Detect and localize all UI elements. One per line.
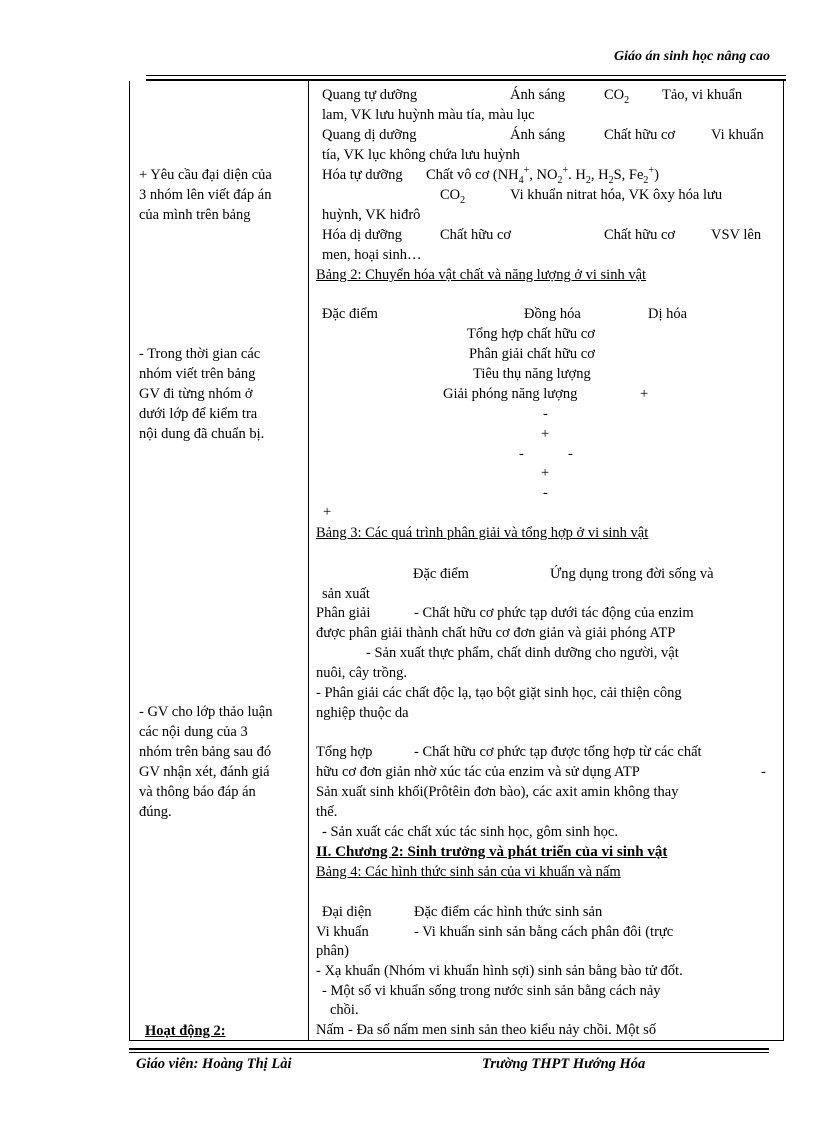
table-bottom-border [129,1040,784,1041]
t4-header-representative: Đại diện [322,904,372,920]
t1-r3-type: Hóa tự dưỡng [322,167,403,183]
t3-header-feature: Đặc điểm [413,566,469,582]
t3-row-2-text-5: - Sản xuất các chất xúc tác sinh học, gôm sinh học. [322,824,618,840]
footer-rule-bottom [129,1052,769,1053]
t3-row-1-label: Phân giải [316,605,371,621]
t1-r3-s3: 2 [585,174,591,186]
document-header-title: Giáo án sinh học nâng cao [614,49,770,64]
left-note-2-line-3: GV đi từng nhóm ở [139,386,253,402]
t2-mark-8: + [323,504,332,520]
t3-row-1-text-4: nuôi, cây trồng. [316,665,408,681]
t2-mark-5: - [568,446,573,462]
left-note-3-line-5: và thông báo đáp án [139,784,256,800]
t1-r3-e3: . H [568,167,586,183]
t1-r3-p5: + [648,165,655,177]
t1-r1-carbon-text: CO [604,87,625,103]
t1-r3-p2: + [562,165,569,177]
t1-r1-type: Quang tự dưỡng [322,87,418,103]
t1-r3-s5: 2 [643,174,649,186]
header-rule-bottom [146,79,786,81]
left-note-2-line-1: - Trong thời gian các [139,346,261,362]
t3-row-2-label: Tổng hợp [316,744,373,760]
footer-school: Trường THPT Hướng Hóa [482,1056,646,1072]
t3-row-1-text-2: được phân giải thành chất hữu cơ đơn giản và giải phóng ATP [316,625,676,641]
t1-r1-energy: Ánh sáng [510,87,566,103]
t1-r1-example-cont: lam, VK lưu huỳnh màu tía, màu lục [322,107,535,123]
t1-r3-s2: 2 [557,174,563,186]
t1-r2-energy: Ánh sáng [510,127,566,143]
t1-r3-example-cont: huỳnh, VK hiđrô [322,207,421,223]
t2-row-1: Tổng hợp chất hữu cơ [467,326,595,342]
t1-r2-type: Quang dị dưỡng [322,127,417,143]
t4-header-characteristics: Đặc điểm các hình thức sinh sản [414,904,603,920]
t4-row-1-label: Vi khuẩn [316,924,369,940]
t1-r4-energy: Chất hữu cơ [440,227,512,243]
left-note-2-line-4: dưới lớp để kiểm tra [139,406,258,422]
t1-r3-e5: S, Fe [613,167,644,183]
t1-r1-carbon [604,85,629,105]
t4-row-2-label: Nấm [316,1022,345,1038]
t4-row-1-text-2: phân) [316,943,350,959]
table-left-border [129,81,130,1041]
t1-r3-e4: , H [590,167,609,183]
table-2-title: Bảng 2: Chuyển hóa vật chất và năng lượng ở vi sinh vật [316,267,647,283]
t3-row-2-text-1: - Chất hữu cơ phức tạp được tổng hợp từ các chất [414,744,702,760]
t3-header-application-cont: sản xuất [322,586,370,602]
left-note-2-line-2: nhóm viết trên bảng [139,366,256,382]
left-note-1-line-1: + Yêu cầu đại diện của [139,167,272,183]
t1-r4-example-cont: men, hoại sinh… [322,247,422,263]
t4-row-1-text-4: - Một số vi khuẩn sống trong nước sinh sản bằng cách nảy [322,983,661,999]
t1-r3-s4: 2 [608,174,614,186]
t1-r3-carbon [440,185,465,205]
t1-r3-p1: + [523,165,530,177]
t4-row-1-text-3: - Xạ khuẩn (Nhóm vi khuẩn hình sợi) sinh sản bằng bào tử đốt. [316,963,683,979]
footer-rule-top [129,1048,769,1050]
t1-r3-carbon-text: CO [440,187,461,203]
t3-row-2-dash: - [761,764,766,780]
left-note-3-line-2: các nội dung của 3 [139,724,248,740]
left-note-1-line-3: của mình trên bảng [139,207,251,223]
table-column-divider [308,81,309,1041]
t2-header-catabolism: Dị hóa [648,306,688,322]
t3-row-2-text-4: thế. [316,804,338,820]
t2-mark-7: - [543,485,548,501]
t1-r3-e1: Chất vô cơ (NH [426,167,519,183]
t2-mark-1: + [640,386,649,402]
activity-heading: Hoạt động 2: [145,1023,226,1039]
t3-row-1-text-5: - Phân giải các chất độc lạ, tạo bột giặt sinh học, cải thiện công [316,685,682,701]
header-rule-top [146,75,786,76]
t2-row-3: Tiêu thụ năng lượng [473,366,591,382]
t4-row-1-text-5: chồi. [330,1002,359,1018]
t2-mark-3: + [541,426,550,442]
t1-r3-example: Vi khuẩn nitrat hóa, VK ôxy hóa lưu [510,187,723,203]
t4-row-2-text-1: - Đa số nấm men sinh sản theo kiểu nảy chồi. Một số [348,1022,657,1038]
left-note-2-line-5: nội dung đã chuẩn bị. [139,426,265,442]
t1-r1-carbon-sub: 2 [624,94,630,106]
t1-r3-carbon-sub: 2 [460,194,466,206]
t1-r4-type: Hóa dị dưỡng [322,227,402,243]
t1-r4-example: VSV lên [711,227,762,243]
table-4-title: Bảng 4: Các hình thức sinh sản của vi khuẩn và nấm [316,864,621,880]
table-right-border [783,81,784,1041]
t2-header-anabolism: Đồng hóa [524,306,581,322]
left-note-3-line-6: đúng. [139,804,172,820]
t1-r3-e6: ) [654,167,659,183]
left-note-3-line-4: GV nhận xét, đánh giá [139,764,270,780]
left-note-1-line-2: 3 nhóm lên viết đáp án [139,187,272,203]
t1-r2-carbon: Chất hữu cơ [604,127,676,143]
t2-row-2: Phân giải chất hữu cơ [469,346,595,362]
t3-row-2-text-3: Sản xuất sinh khối(Prôtêin đơn bào), các axit amin không thay [316,784,679,800]
left-note-3-line-3: nhóm trên bảng sau đó [139,744,272,760]
table-3-title: Bảng 3: Các quá trình phân giải và tổng hợp ở vi sinh vật [316,525,649,541]
t1-r4-carbon: Chất hữu cơ [604,227,676,243]
t1-r3-e2: , NO [529,167,558,183]
t3-row-1-text-6: nghiệp thuộc da [316,705,409,721]
t3-row-1-text-3: - Sản xuất thực phẩm, chất dinh dưỡng cho người, vật [366,645,679,661]
t2-mark-2: - [543,406,548,422]
t2-header-feature: Đặc điểm [322,306,378,322]
t4-row-1-text-1: - Vi khuẩn sinh sản bằng cách phân đôi (trực [414,924,674,940]
t1-r2-example: Vi khuẩn [711,127,764,143]
t2-mark-6: + [541,465,550,481]
t1-r2-example-cont: tía, VK lục không chứa lưu huỳnh [322,147,520,163]
t3-row-1-text-1: - Chất hữu cơ phức tạp dưới tác động của enzim [414,605,694,621]
t2-mark-4: - [519,446,524,462]
t3-row-2-text-2: hữu cơ đơn giản nhờ xúc tác của enzim và sử dụng ATP [316,764,640,780]
t1-r1-example: Tảo, vi khuẩn [662,87,743,103]
chapter-heading: II. Chương 2: Sinh trưởng và phát triển của vi sinh vật [316,844,668,860]
footer-teacher: Giáo viên: Hoàng Thị Lài [136,1056,292,1072]
t1-r3-energy [426,165,659,185]
t1-r3-s1: 4 [518,174,524,186]
left-note-3-line-1: - GV cho lớp thảo luận [139,704,273,720]
t2-row-4: Giải phóng năng lượng [443,386,578,402]
t3-header-application: Ứng dụng trong đời sống và [550,566,714,582]
